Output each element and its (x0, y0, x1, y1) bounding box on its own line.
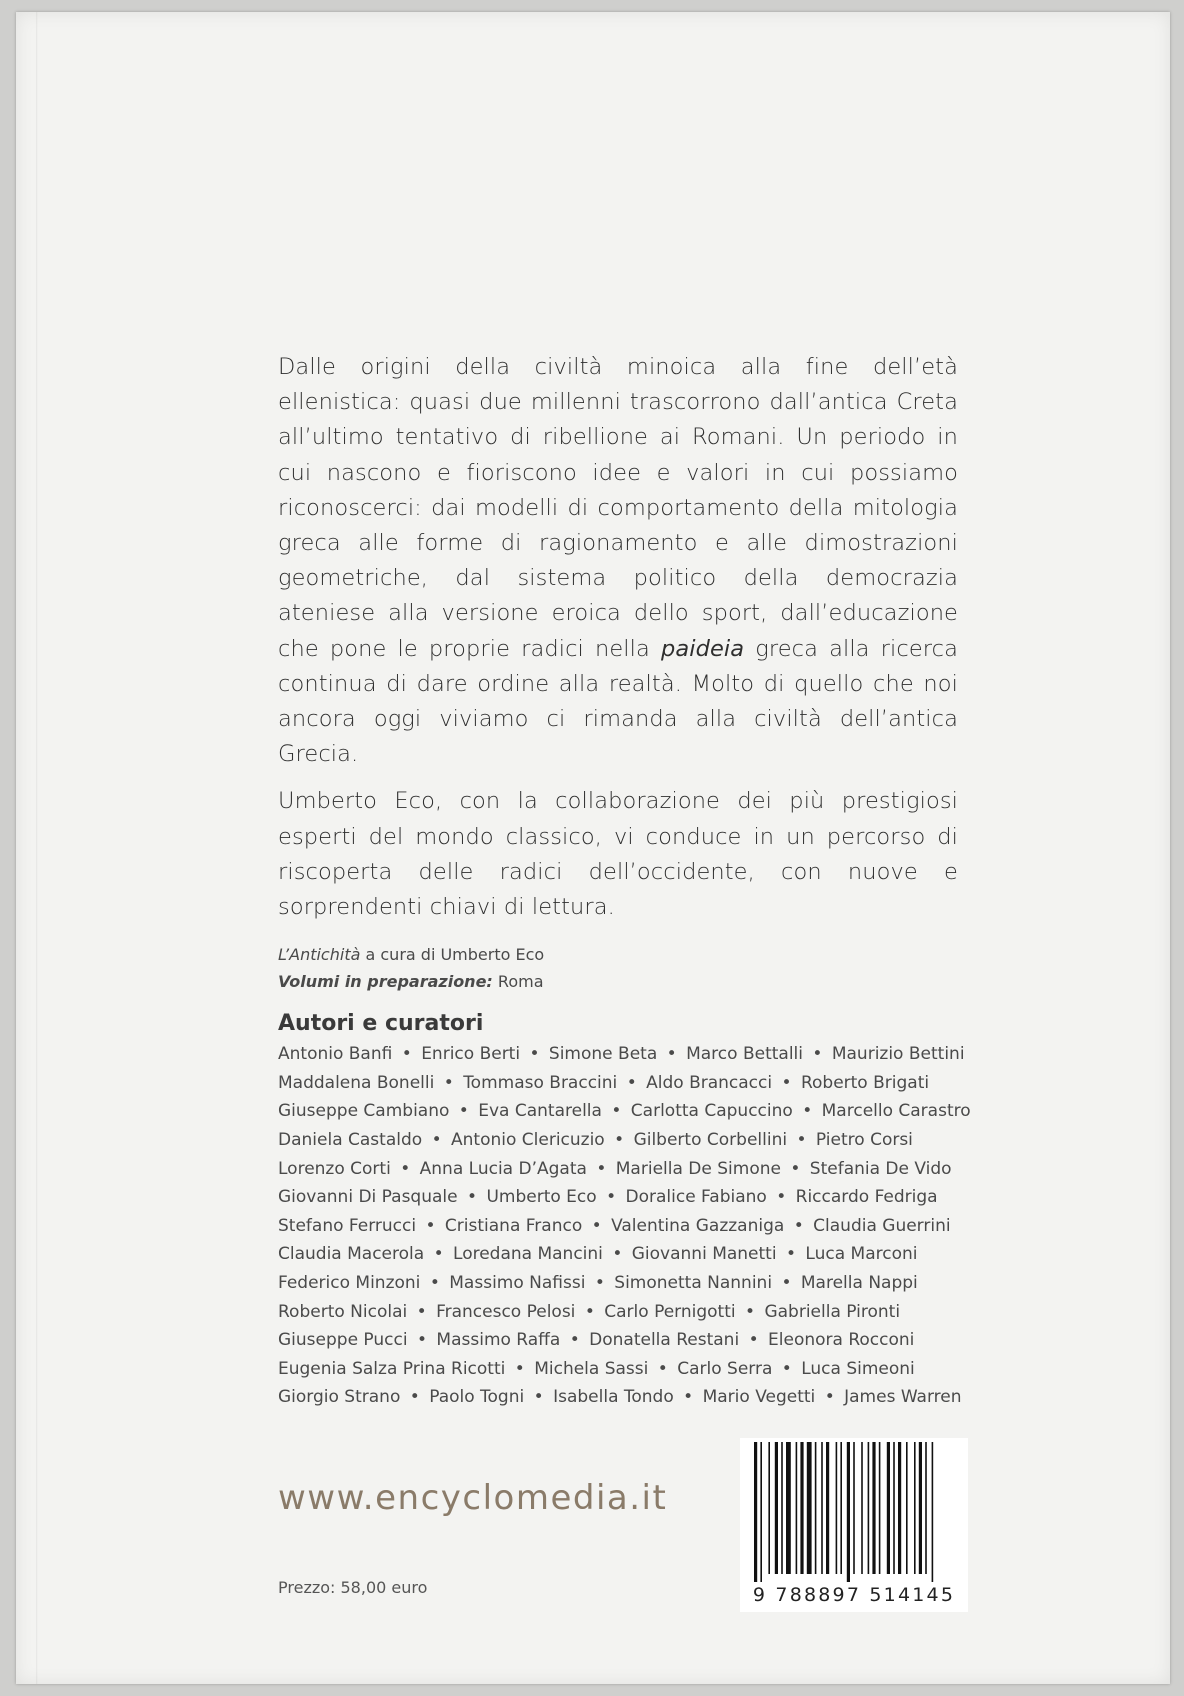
author-separator: • (612, 1244, 623, 1265)
barcode-bar (840, 1442, 842, 1574)
author-separator: • (429, 1273, 440, 1293)
author-name: Cristiana Franco (444, 1215, 583, 1236)
author-name: Gilberto Corbellini (633, 1130, 788, 1151)
author-separator: • (569, 1330, 580, 1351)
author-name: Maurizio Bettini (831, 1044, 965, 1065)
barcode-bar (868, 1442, 870, 1574)
author-name: Carlo Serra (677, 1358, 773, 1379)
authors-row (278, 1069, 958, 1098)
author-name: Eugenia Salza Prina Ricotti (278, 1358, 506, 1379)
author-separator: • (400, 1158, 411, 1179)
author-separator: • (443, 1072, 454, 1093)
authors-row (278, 1040, 965, 1069)
author-separator: • (458, 1101, 469, 1122)
authors-row (278, 1212, 958, 1241)
author-name: Donatella Restani (589, 1330, 740, 1351)
author-name: James Warren (844, 1387, 962, 1408)
barcode-bar (836, 1442, 838, 1574)
authors-row (278, 1269, 958, 1298)
author-name: Massimo Nafissi (449, 1273, 586, 1293)
author-name: Daniela Castaldo (278, 1130, 423, 1151)
author-name: Paolo Togni (429, 1387, 525, 1408)
spine-edge (36, 12, 38, 1684)
author-name: Giuseppe Cambiano (278, 1101, 450, 1122)
author-separator: • (533, 1387, 544, 1408)
author-separator: • (584, 1301, 595, 1322)
author-name: Simonetta Nannini (614, 1273, 773, 1293)
author-name: Marcello Carastro (821, 1101, 971, 1122)
barcode-bar (775, 1442, 778, 1574)
barcode-bar (919, 1442, 922, 1574)
author-separator: • (591, 1215, 602, 1236)
barcode-bar (826, 1442, 829, 1574)
author-name: Marella Nappi (800, 1273, 918, 1293)
author-name: Stefano Ferrucci (278, 1215, 417, 1236)
author-name: Valentina Gazzaniga (611, 1215, 785, 1236)
barcode-bar (898, 1442, 901, 1574)
barcode-bar (768, 1442, 770, 1574)
authors-row (278, 1298, 958, 1327)
barcode-bar (925, 1442, 927, 1574)
author-separator: • (793, 1215, 804, 1236)
barcode-bar (853, 1442, 855, 1574)
description-text-b: greca alla ricerca continua di dare ordine alla realtà. Molto di quello che noi ancora oggi viviamo ci rimanda alla civiltà dell’antica Grecia. (278, 635, 958, 768)
barcode-bar (786, 1442, 791, 1574)
author-name: Mariella De Simone (615, 1158, 781, 1179)
author-separator: • (606, 1187, 617, 1208)
author-separator: • (614, 1130, 625, 1151)
author-name: Massimo Raffa (436, 1330, 561, 1351)
barcode-bar (754, 1442, 757, 1582)
authors-row (278, 1355, 958, 1384)
author-name: Giuseppe Pucci (278, 1330, 408, 1351)
author-name: Michela Sassi (534, 1358, 649, 1379)
author-separator: • (781, 1273, 792, 1293)
barcode-bar (821, 1442, 823, 1574)
author-name: Roberto Nicolai (278, 1301, 408, 1322)
author-separator: • (781, 1358, 792, 1379)
barcode-bar (760, 1442, 762, 1582)
author-name: Antonio Banfi (278, 1044, 393, 1065)
author-separator: • (416, 1330, 428, 1351)
author-separator: • (824, 1387, 835, 1408)
author-name: Carlo Pernigotti (604, 1301, 736, 1322)
author-name: Giorgio Strano (278, 1387, 401, 1408)
author-name: Maddalena Bonelli (278, 1072, 435, 1093)
author-name: Luca Marconi (805, 1244, 918, 1265)
author-separator: • (626, 1072, 637, 1093)
authors-heading: Autori e curatori (278, 1011, 484, 1037)
series-editor: a cura di Umberto Eco (365, 945, 545, 965)
description-text-a: Dalle origini della civiltà minoica alla fine dell’età ellenistica: quasi due millenni trascorrono dall’antica Creta all’ultimo tentativo di ribellione ai Romani. Un periodo in cui nascono e fioriscono idee e valori in cui possiamo riconoscerci: dai modelli di comportamento della mitologia greca alle forme di ragionamento e alle dimostrazioni geometriche, dal sistema politico della democrazia ateniese alla versione eroica dello sport, dall’educazione che pone le proprie radici nella (278, 354, 958, 662)
author-name: Claudia Macerola (278, 1244, 425, 1265)
authors-row (278, 1126, 958, 1155)
author-name: Eva Cantarella (478, 1101, 602, 1122)
barcode-bar (800, 1442, 803, 1574)
series-info (278, 941, 958, 995)
author-separator: • (401, 1044, 412, 1065)
author-separator: • (416, 1301, 427, 1322)
author-name: Francesco Pelosi (436, 1301, 576, 1322)
author-name: Giovanni Manetti (631, 1244, 777, 1265)
author-name: Luca Simeoni (801, 1358, 915, 1379)
description-paragraph-2: Umberto Eco, con la collaborazione dei più prestigiosi esperti del mondo classico, vi conduce in un percorso di riscoperta delle radici dell’occidente, con nuove e sorprendenti chiavi di lettura. (278, 788, 958, 921)
author-name: Federico Minzoni (278, 1273, 421, 1293)
author-name: Mario Vegetti (702, 1387, 816, 1408)
author-separator: • (745, 1301, 756, 1322)
author-separator: • (409, 1387, 420, 1408)
barcode-bar (906, 1442, 908, 1574)
author-name: Claudia Guerrini (813, 1215, 951, 1236)
barcode-bar (893, 1442, 895, 1574)
author-name: Isabella Tondo (553, 1387, 674, 1408)
upcoming-value: Roma (497, 972, 544, 992)
author-separator: • (683, 1387, 694, 1408)
author-separator: • (425, 1215, 436, 1236)
price-label: Prezzo: 58,00 euro (278, 1578, 428, 1597)
author-separator: • (790, 1158, 801, 1179)
author-separator: • (781, 1072, 792, 1093)
upcoming-label: Volumi in preparazione: (278, 972, 493, 992)
author-separator: • (596, 1158, 607, 1179)
author-name: Doralice Fabiano (625, 1187, 767, 1208)
author-name: Roberto Brigati (800, 1072, 930, 1093)
authors-row (278, 1097, 971, 1126)
authors-row (278, 1383, 962, 1412)
website-url: www.encyclomedia.it (278, 1478, 668, 1518)
author-name: Antonio Clericuzio (451, 1130, 605, 1151)
author-name: Riccardo Fedriga (795, 1187, 938, 1208)
author-separator: • (666, 1044, 677, 1065)
series-title: L’Antichità (278, 945, 361, 965)
author-name: Marco Bettalli (686, 1044, 803, 1065)
author-name: Anna Lucia D’Agata (419, 1158, 587, 1179)
author-name: Eleonora Rocconi (768, 1330, 915, 1351)
author-separator: • (514, 1358, 525, 1379)
author-name: Enrico Berti (421, 1044, 521, 1065)
authors-row (278, 1326, 958, 1355)
barcode-bar (796, 1442, 798, 1574)
author-separator: • (802, 1101, 813, 1122)
authors-list (278, 1040, 971, 1412)
description-paragraph-1 (278, 350, 958, 772)
author-separator: • (594, 1273, 605, 1293)
author-name: Umberto Eco (486, 1187, 597, 1208)
barcode-bar (932, 1442, 934, 1582)
author-separator: • (433, 1244, 444, 1265)
author-name: Simone Beta (548, 1044, 658, 1065)
author-name: Pietro Corsi (815, 1130, 913, 1151)
barcode-bar (781, 1442, 783, 1574)
author-separator: • (431, 1130, 442, 1151)
author-separator: • (748, 1330, 759, 1351)
author-name: Carlotta Capuccino (630, 1101, 793, 1122)
barcode-digits: 9 788897 514145 (752, 1584, 956, 1606)
author-name: Loredana Mancini (453, 1244, 603, 1265)
author-separator: • (796, 1130, 807, 1151)
barcode-bar (861, 1442, 863, 1574)
series-title-line (278, 941, 958, 968)
barcode-bar (887, 1442, 890, 1574)
barcode-bar (872, 1442, 875, 1574)
author-name: Stefania De Vido (809, 1158, 952, 1179)
author-separator: • (467, 1187, 478, 1208)
barcode (740, 1438, 968, 1612)
blurb-section (278, 350, 971, 1412)
authors-row (278, 1183, 958, 1212)
barcode-bar (815, 1442, 817, 1574)
author-name: Tommaso Braccini (463, 1072, 618, 1093)
barcode-bar (807, 1442, 812, 1574)
barcode-bar (879, 1442, 881, 1574)
author-separator: • (776, 1187, 787, 1208)
author-name: Lorenzo Corti (278, 1158, 391, 1179)
author-name: Giovanni Di Pasquale (278, 1187, 458, 1208)
author-separator: • (529, 1044, 540, 1065)
authors-row (278, 1155, 958, 1184)
author-separator: • (785, 1244, 797, 1265)
author-separator: • (812, 1044, 823, 1065)
authors-row (278, 1240, 958, 1269)
author-separator: • (611, 1101, 622, 1122)
upcoming-volumes-line (278, 968, 958, 995)
description-italic-term: paideia (660, 635, 745, 662)
author-name: Aldo Brancacci (646, 1072, 773, 1093)
barcode-bar (847, 1442, 850, 1582)
author-name: Gabriella Pironti (764, 1301, 901, 1322)
barcode-bar (914, 1442, 916, 1574)
barcode-bars (754, 1442, 954, 1582)
author-separator: • (657, 1358, 668, 1379)
